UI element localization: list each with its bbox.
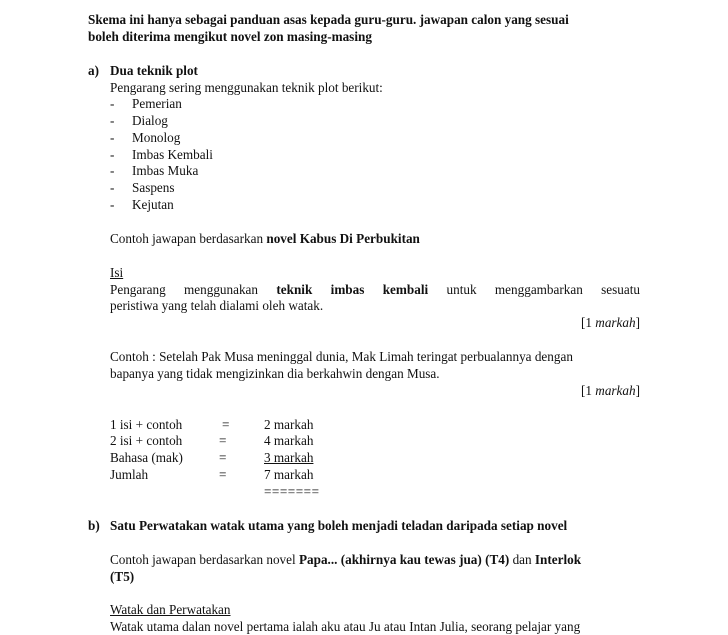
- list-dash: -: [110, 96, 115, 111]
- mark-word: markah: [595, 315, 636, 330]
- score-equals: =: [222, 417, 230, 432]
- list-item: Saspens: [132, 180, 175, 195]
- section-a-intro: Pengarang sering menggunakan teknik plot berikut:: [110, 80, 383, 95]
- example-line-b: [110, 552, 581, 568]
- isi-line-1: [110, 282, 640, 298]
- contoh-line-2: bapanya yang tidak mengizinkan dia berkahwin dengan Musa.: [110, 366, 440, 381]
- header-line-1: Skema ini hanya sebagai panduan asas kepada guru-guru. jawapan calon yang sesuai: [88, 12, 569, 27]
- list-item: Monolog: [132, 130, 181, 145]
- mark-label-1: [581, 315, 640, 331]
- section-b-marker: b): [88, 518, 100, 533]
- mark-word: markah: [595, 383, 636, 398]
- score-label: 1 isi + contoh: [110, 417, 183, 432]
- header-line-2: boleh diterima mengikut novel zon masing-masing: [88, 29, 372, 44]
- score-label: Jumlah: [110, 467, 149, 482]
- score-label: Bahasa (mak): [110, 450, 183, 465]
- isi-line-2: peristiwa yang telah dialami oleh watak.: [110, 298, 324, 313]
- isi-text-2: untuk menggambarkan sesuatu: [428, 282, 640, 297]
- list-item: Dialog: [132, 113, 168, 128]
- list-item: Kejutan: [132, 197, 174, 212]
- mark-open: [1: [581, 315, 596, 330]
- contoh-line-1: Contoh : Setelah Pak Musa meninggal dunia, Mak Limah teringat perbualannya dengan: [110, 349, 573, 364]
- score-equals: =: [219, 450, 227, 465]
- example-novel-title: novel Kabus Di Perbukitan: [266, 231, 420, 246]
- score-value: 4 markah: [264, 433, 314, 448]
- total-equals-line: =======: [264, 484, 320, 499]
- list-dash: -: [110, 197, 115, 212]
- novel-title-2-cont: (T5): [110, 569, 135, 584]
- score-label: 2 isi + contoh: [110, 433, 183, 448]
- mark-close: ]: [635, 315, 640, 330]
- list-item: Imbas Kembali: [132, 147, 213, 162]
- watak-heading: Watak dan Perwatakan: [110, 602, 231, 617]
- isi-heading: Isi: [110, 265, 124, 280]
- conjunction: dan: [509, 552, 535, 567]
- novel-title-1: Papa... (akhirnya kau tewas jua) (T4): [298, 552, 510, 567]
- list-dash: -: [110, 180, 115, 195]
- novel-title-2: Interlok: [534, 552, 582, 567]
- section-a-title: Dua teknik plot: [110, 63, 198, 78]
- example-prefix-b: Contoh jawapan berdasarkan novel: [110, 552, 299, 567]
- section-a-marker: a): [88, 63, 99, 78]
- isi-technique: teknik imbas kembali: [276, 282, 429, 297]
- section-b-title: Satu Perwatakan watak utama yang boleh menjadi teladan daripada setiap novel: [110, 518, 568, 533]
- score-equals: =: [219, 467, 227, 482]
- list-dash: -: [110, 130, 115, 145]
- score-value: 3 markah: [264, 450, 314, 465]
- watak-line: Watak utama dalan novel pertama ialah aku atau Ju atau Intan Julia, seorang pelajar yang: [110, 619, 581, 634]
- list-dash: -: [110, 163, 115, 178]
- list-item: Imbas Muka: [132, 163, 199, 178]
- list-dash: -: [110, 113, 115, 128]
- mark-label-2: [581, 383, 640, 399]
- score-value: 2 markah: [264, 417, 314, 432]
- score-equals: =: [219, 433, 227, 448]
- isi-text-1: Pengarang menggunakan: [110, 282, 277, 297]
- list-item: Pemerian: [132, 96, 182, 111]
- example-line-a: [110, 231, 420, 247]
- mark-open: [1: [581, 383, 596, 398]
- score-value: 7 markah: [264, 467, 314, 482]
- list-dash: -: [110, 147, 115, 162]
- mark-close: ]: [635, 383, 640, 398]
- example-prefix: Contoh jawapan berdasarkan: [110, 231, 267, 246]
